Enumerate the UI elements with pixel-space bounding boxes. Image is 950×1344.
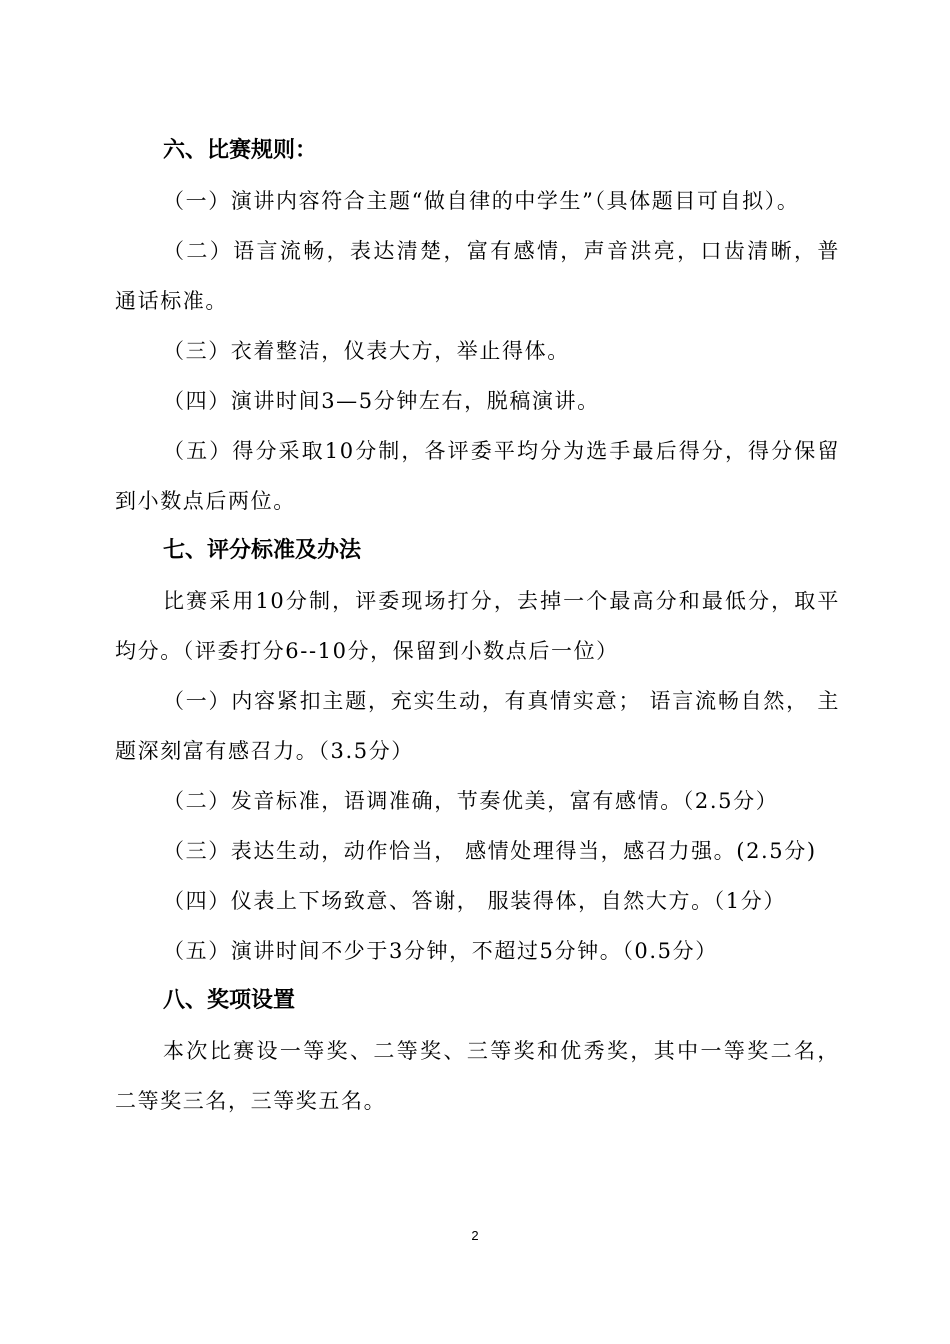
section-heading-scoring: 七、评分标准及办法 [163, 538, 362, 563]
rules-item-1: （一）演讲内容符合主题“做自律的中学生”（具体题目可自拟）。 [163, 189, 800, 213]
awards-text: 本次比赛设一等奖、二等奖、三等奖和优秀奖，其中一等奖二名，二等奖三名，三等奖五名。 [115, 1039, 840, 1113]
rules-item-2: （二）语言流畅，表达清楚，富有感情，声音洪亮，口齿清晰，普通话标准。 [115, 239, 840, 313]
scoring-item-3: （三）表达生动，动作恰当， 感情处理得当，感召力强。(2.5分) [163, 839, 817, 863]
scoring-item-1: （一）内容紧扣主题，充实生动，有真情实意； 语言流畅自然， 主题深刻富有感召力。（3.5分） [115, 689, 840, 763]
page-number: 2 [471, 1228, 479, 1243]
section-heading-awards: 八、奖项设置 [163, 988, 296, 1013]
scoring-intro: 比赛采用10分制，评委现场打分，去掉一个最高分和最低分，取平均分。（评委打分6--10分，保留到小数点后一位） [115, 589, 840, 663]
rules-item-3: （三）衣着整洁，仪表大方，举止得体。 [163, 339, 570, 363]
rules-item-4: （四）演讲时间3—5分钟左右，脱稿演讲。 [163, 389, 600, 413]
document-body [115, 126, 840, 1126]
rules-item-5: （五）得分采取10分制，各评委平均分为选手最后得分，得分保留到小数点后两位。 [115, 439, 840, 513]
scoring-item-4: （四）仪表上下场致意、答谢， 服装得体，自然大方。（1分） [163, 889, 786, 913]
scoring-item-5: （五）演讲时间不少于3分钟，不超过5分钟。（0.5分） [163, 939, 718, 963]
scoring-item-2: （二）发音标准，语调准确，节奏优美，富有感情。（2.5分） [163, 789, 779, 813]
section-heading-rules: 六、比赛规则： [163, 138, 318, 163]
